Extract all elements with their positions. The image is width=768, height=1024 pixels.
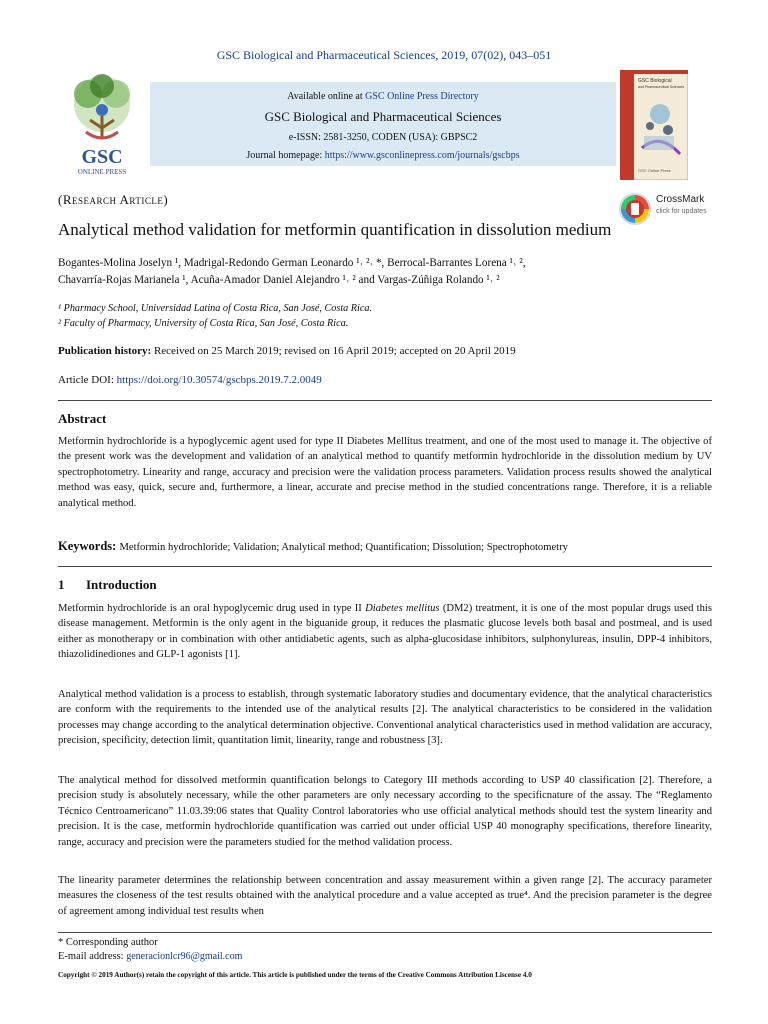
crossmark-subtitle: click for updates xyxy=(656,208,707,215)
cover-footer: GSC Online Press xyxy=(638,168,671,173)
journal-info-box xyxy=(150,82,616,166)
keywords-text: Metformin hydrochloride; Validation; Analytical method; Quantification; Dissolution; Spectrophotometry xyxy=(119,542,568,553)
email-label: E-mail address: xyxy=(58,951,127,962)
email-link[interactable]: generacionlcr96@gmail.com xyxy=(126,951,243,962)
author-line-2: Chavarría-Rojas Marianela ¹, Acuña-Amador Daniel Alejandro ¹˒ ² and Vargas-Zúñiga Rolando ¹˒ ² xyxy=(58,274,500,286)
publication-history-text: Received on 25 March 2019; revised on 16 April 2019; accepted on 20 April 2019 xyxy=(153,345,516,357)
section-title: Introduction xyxy=(86,577,157,592)
affiliation-2: ² Faculty of Pharmacy, University of Costa Rica, San José, Costa Rica. xyxy=(58,318,349,329)
divider xyxy=(58,566,712,567)
article-doi xyxy=(58,374,322,386)
intro-paragraph-4: The linearity parameter determines the relationship between concentration and assay measurement within a given range [2]. The accuracy parameter measures the closeness of the test results obtained with the analytical procedure and a value accepted as true⁴. And the precision parameter is the degree of agreement among individual test results when xyxy=(58,875,712,917)
logo-subtext: ONLINE PRESS xyxy=(77,168,127,176)
intro-paragraph-3: The analytical method for dissolved metformin quantification belongs to Category III methods according to USP 40 classification [2]. Therefore, a precision study is absolutely necessary, while the other parameters are only necessary according to the specificnature of the assay. The “Reglamento Técnico Centroamericano” 11.03.39:06 states that Quality Control laboratories who use official analytical methods should test the system linearity and precision. It is the case, metformin hydrochloride quantification was carried out under official USP 40 monography specifications, therefore linearity, range, accuracy and precision were the parameters studied for the method validation process. xyxy=(58,775,712,848)
affiliations xyxy=(58,301,712,331)
cover-title-1: GSC Biological xyxy=(638,78,672,84)
cover-title-2: and Pharmaceutical Sciences xyxy=(638,85,685,89)
homepage-link[interactable]: https://www.gsconlinepress.com/journals/gscbps xyxy=(324,150,520,161)
author-list xyxy=(58,255,712,289)
publication-history xyxy=(58,345,516,357)
available-label: Available online at xyxy=(287,91,366,102)
author-line-1: Bogantes-Molina Joselyn ¹, Madrigal-Redondo German Leonardo ¹˒ ²˒ *, Berrocal-Barrantes Lorena ¹˒ ², xyxy=(58,257,526,269)
abstract-text: Metformin hydrochloride is a hypoglycemic agent used for type II Diabetes Mellitus treatment, and one of the most used to manage it. The objective of the present work was the development and validation of an analytical method to quantify metformin hydrochloride in the dissolution medium by UV spectrophotometry. Linearity and range, accuracy and precision were the validation process parameters. Validation process results showed the analytical method was easy, quick, secure and, furthermore, a linear, accurate and precise method in the studied concentrations range. Therefore, it is a reliable analytical method. xyxy=(58,436,712,509)
footnote-divider xyxy=(58,932,712,933)
section-heading-introduction xyxy=(58,577,157,593)
intro-paragraph-2: Analytical method validation is a process to establish, through systematic laboratory studies and documentary evidence, that the analytical characteristics are conform with the requirements to the intended use of the analytical results [2]. The analytical characteristics to be considered in the validation processes may change according to the analytical determination objective. Conventional analytical characteristics used in method validation are accuracy, precision, specificity, detection limit, quantitation limit, linearity, range and robustness [3]. xyxy=(58,689,712,747)
p1-text-start: Metformin hydrochloride is an oral hypoglycemic drug used in type II xyxy=(58,603,366,614)
keywords xyxy=(58,539,712,554)
p1-italic: Diabetes mellitus xyxy=(365,603,440,614)
article-type: (Research Article) xyxy=(58,192,169,207)
affiliation-1: ¹ Pharmacy School, Universidad Latina of Costa Rica, San José, Costa Rica. xyxy=(58,303,373,314)
copyright-notice: Copyright © 2019 Author(s) retain the copyright of this article. This article is published under the terms of the Creative Commons Attribution Liscense 4.0 xyxy=(58,971,532,979)
journal-cover-image xyxy=(620,70,688,180)
section-number: 1 xyxy=(58,577,65,592)
journal-name: GSC Biological and Pharmaceutical Sciences xyxy=(264,109,502,124)
logo-text: GSC xyxy=(81,146,123,168)
homepage-label: Journal homepage: xyxy=(246,150,325,161)
issn-line: e-ISSN: 2581-3250, CODEN (USA): GBPSC2 xyxy=(288,132,478,143)
divider xyxy=(58,400,712,401)
homepage-line xyxy=(150,150,616,161)
intro-paragraph-1 xyxy=(58,601,712,663)
crossmark-title: CrossMark xyxy=(656,194,705,205)
publication-history-label: Publication history: xyxy=(58,345,154,357)
availability-line xyxy=(150,91,616,102)
corresponding-author-note: * Corresponding author xyxy=(58,937,158,948)
journal-citation-header[interactable]: GSC Biological and Pharmaceutical Sciences, 2019, 07(02), 043–051 xyxy=(216,48,552,62)
p1-text-end: (DM2) treatment, it is one of the most popular drugs used this disease management. Metformin is the only agent in the biguanide group, it reduces the plasmatic glucose levels both basal and postmeal, and is used either as monotherapy or in combination with other antidiabetic agents, such as alpha-glucosidase inhibitors, sulphonylureas, insulin, DPP-4 inhibitors, thiazolidinediones and GLP-1 agonists [1]. xyxy=(58,603,712,661)
journal-banner xyxy=(58,70,712,180)
keywords-label: Keywords: xyxy=(58,539,120,553)
doi-link[interactable]: https://doi.org/10.30574/gscbps.2019.7.2.0049 xyxy=(116,374,322,386)
doi-label: Article DOI: xyxy=(58,374,117,386)
article-title: Analytical method validation for metformin quantification in dissolution medium xyxy=(58,220,612,239)
directory-link[interactable]: GSC Online Press Directory xyxy=(365,91,479,102)
email-note xyxy=(58,951,242,962)
gsc-logo xyxy=(58,70,146,180)
abstract-heading: Abstract xyxy=(58,411,107,426)
